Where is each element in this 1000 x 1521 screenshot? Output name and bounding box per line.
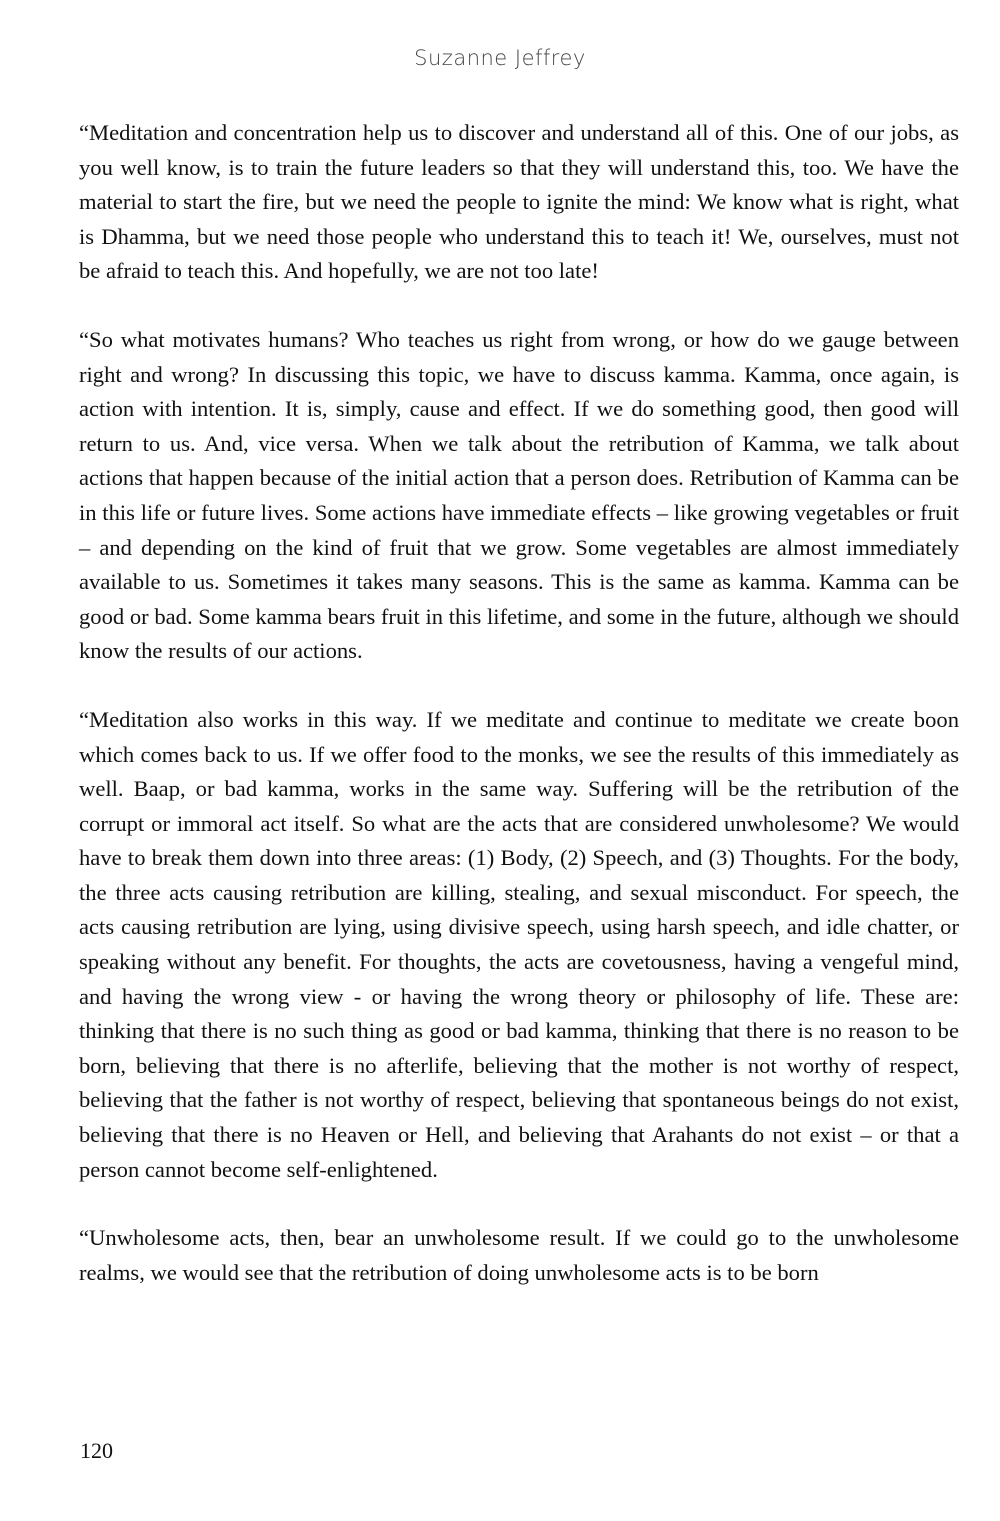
body-text <box>79 116 959 1290</box>
paragraph-meditation-concentration: “Meditation and concentration help us to discover and understand all of this. One of our jobs, as you well know, is to train the future leaders so that they will understand this, too. We have the material to start the fire, but we need the people to ignite the mind: We know what is right, what is Dhamma, but we need those people who understand this to teach it! We, ourselves, must not be afraid to teach this. And hopefully, we are not too late! <box>79 120 959 284</box>
running-header: Suzanne Jeffrey <box>414 46 586 70</box>
page-number: 120 <box>80 1438 113 1463</box>
paragraph-what-motivates-humans: “So what motivates humans? Who teaches us right from wrong, or how do we gauge between right and wrong? In discussing this topic, we have to discuss kamma. Kamma, once again, is action with intention. It is, simply, cause and effect. If we do something good, then good will return to us. And, vice versa. When we talk about the retribution of Kamma, we talk about actions that happen because of the initial action that a person does. Retribution of Kamma can be in this life or future lives. Some actions have immediate effects – like growing vegetables or fruit – and depending on the kind of fruit that we grow. Some vegetables are almost immediately available to us. Sometimes it takes many seasons. This is the same as kamma. Kamma can be good or bad. Some kamma bears fruit in this lifetime, and some in the future, although we should know the results of our actions. <box>79 326 959 664</box>
paragraph-meditation-also-works: “Meditation also works in this way. If we meditate and continue to meditate we create boon which comes back to us. If we offer food to the monks, we see the results of this immediately as well. Baap, or bad kamma, works in the same way. Suffering will be the retribution of the corrupt or immoral act itself. So what are the acts that are considered unwholesome? We would have to break them down into three areas: (1) Body, (2) Speech, and (3) Thoughts. For the body, the three acts causing retribution are killing, stealing, and sexual misconduct. For speech, the acts causing retribution are lying, using divisive speech, using harsh speech, and idle chatter, or speaking without any benefit. For thoughts, the acts are covetousness, having a vengeful mind, and having the wrong view - or having the wrong theory or philosophy of life. These are: thinking that there is no such thing as good or bad kamma, thinking that there is no reason to be born, believing that there is no afterlife, believing that the mother is not worthy of respect, believing that the father is not worthy of respect, believing that spontaneous beings do not exist, believing that there is no Heaven or Hell, and believing that Arahants do not exist – or that a person cannot become self-enlightened. <box>79 706 959 1182</box>
paragraph-unwholesome-acts: “Unwholesome acts, then, bear an unwholesome result. If we could go to the unwholesome realms, we would see that the retribution of doing unwholesome acts is to be born <box>79 1225 959 1285</box>
